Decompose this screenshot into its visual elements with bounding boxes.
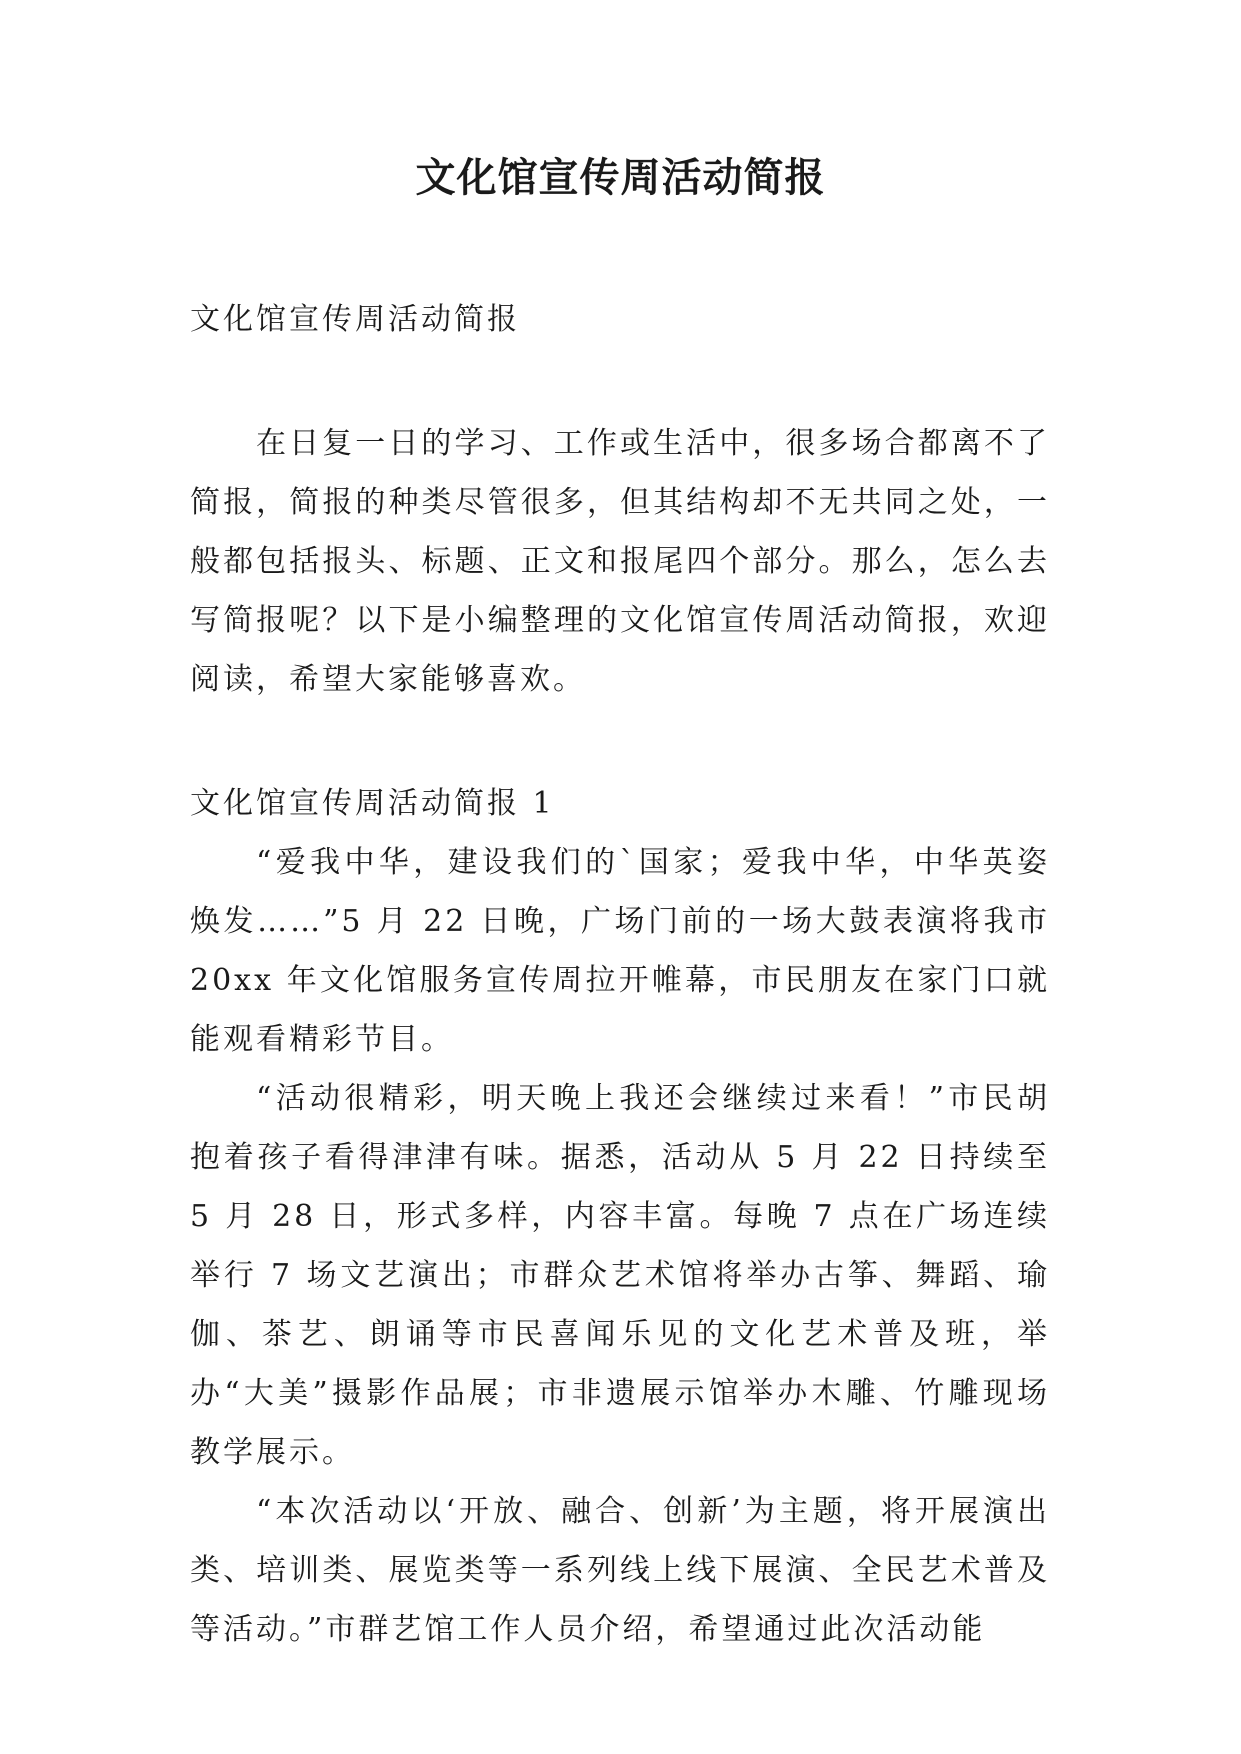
intro-paragraph: 在日复一日的学习、工作或生活中，很多场合都离不了简报，简报的种类尽管很多，但其结构却不无共同之处，一般都包括报头、标题、正文和报尾四个部分。那么，怎么去写简报呢？以下是小编整理的文化馆宣传周活动简报，欢迎阅读，希望大家能够喜欢。: [190, 426, 1050, 697]
document-title: 文化馆宣传周活动简报: [415, 154, 826, 201]
section-heading: 文化馆宣传周活动简报 1: [190, 786, 555, 821]
body-paragraph: “本次活动以‘开放、融合、创新’为主题，将开展演出类、培训类、展览类等一系列线上线下展演、全民艺术普及等活动。”市群艺馆工作人员介绍，希望通过此次活动能: [190, 1494, 1050, 1647]
body-paragraph: “活动很精彩，明天晚上我还会继续过来看！”市民胡抱着孩子看得津津有味。据悉，活动从 5 月 22 日持续至 5 月 28 日，形式多样，内容丰富。每晚 7 点在广场连续举行 7 场文艺演出；市群众艺术馆将举办古筝、舞蹈、瑜伽、茶艺、朗诵等市民喜闻乐见的文化艺术普及班，举办“大美”摄影作品展；市非遗展示馆举办木雕、竹雕现场教学展示。: [190, 1081, 1050, 1470]
document-body: [190, 290, 1050, 1659]
document-subtitle: 文化馆宣传周活动简报: [190, 302, 520, 337]
body-paragraph: “爱我中华，建设我们的`国家；爱我中华，中华英姿焕发……”5 月 22 日晚，广场门前的一场大鼓表演将我市 20xx 年文化馆服务宣传周拉开帷幕，市民朋友在家门口就能观看精彩节目。: [190, 845, 1050, 1057]
